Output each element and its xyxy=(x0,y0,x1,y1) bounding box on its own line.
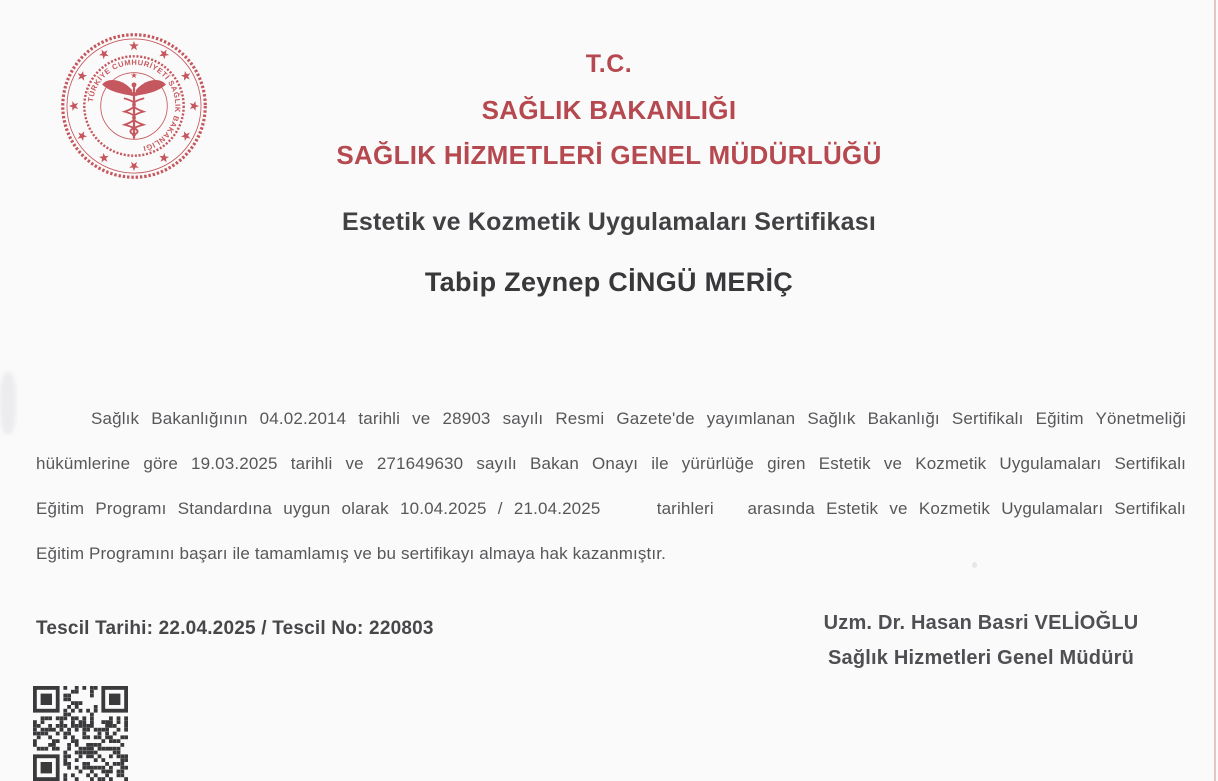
signature-block xyxy=(795,612,1167,670)
body-line: Sağlık Bakanlığının 04.02.2014 tarihli ve 28903 sayılı Resmi Gazete'de yayımlanan Sağlık Bakanlığı Sertifikalı Eğitim Yönetmeliği xyxy=(91,409,1186,428)
signer-title: Sağlık Hizmetleri Genel Müdürü xyxy=(827,647,1135,669)
body-line: Eğitim Programı Standardına uygun olarak 10.04.2025 / 21.04.2025 tarihleri arasında Estetik ve Kozmetik Uygulamaları Sertifikalı xyxy=(36,499,1186,518)
qr-code xyxy=(33,686,128,781)
certificate-title: Estetik ve Kozmetik Uygulamaları Sertifikası xyxy=(341,208,877,236)
scan-smudge-artifact xyxy=(0,372,16,434)
registration-line: Tescil Tarihi: 22.04.2025 / Tescil No: 220803 xyxy=(36,618,434,639)
letterhead xyxy=(0,50,1218,171)
certificate-body-paragraph xyxy=(36,396,1186,576)
body-line: hükümlerine göre 19.03.2025 tarihli ve 271649630 sayılı Bakan Onayı ile yürürlüğe giren Estetik ve Kozmetik Uygulamaları Sertifikalı xyxy=(36,454,1186,473)
signer-name: Uzm. Dr. Hasan Basri VELİOĞLU xyxy=(823,612,1139,634)
letterhead-directorate: SAĞLIK HİZMETLERİ GENEL MÜDÜRLÜĞÜ xyxy=(336,140,882,170)
emblem-ring-text: TÜRKİYE CUMHURİYETİ SAĞLIK BAKANLIĞI xyxy=(85,57,183,154)
body-line: Eğitim Programını başarı ile tamamlamış ve bu sertifikayı almaya hak kazanmıştır. xyxy=(36,544,667,563)
letterhead-ministry: SAĞLIK BAKANLIĞI xyxy=(481,95,737,125)
letterhead-tc: T.C. xyxy=(585,50,633,78)
certificate-recipient-name: Tabip Zeynep CİNGÜ MERİÇ xyxy=(424,267,794,297)
